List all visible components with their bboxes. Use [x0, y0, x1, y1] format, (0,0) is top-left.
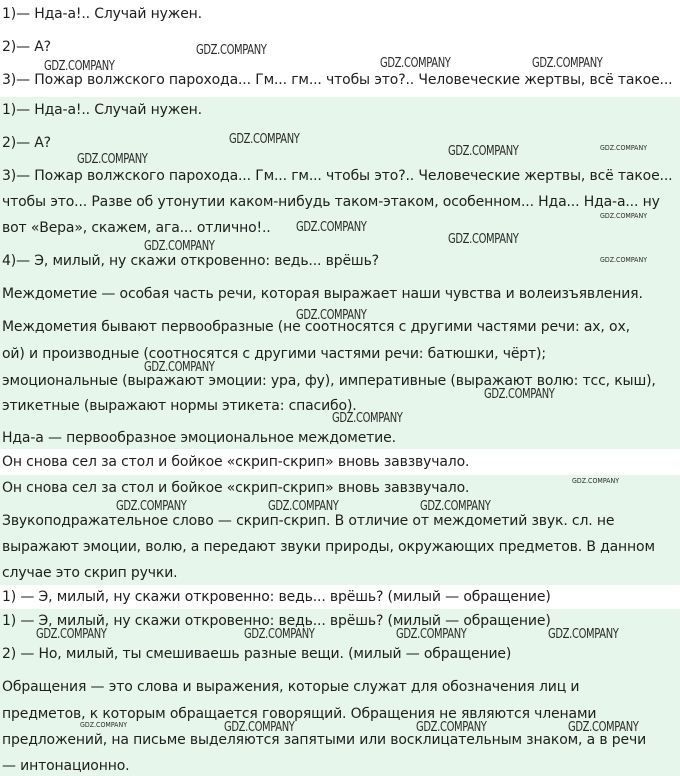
watermark: GDZ.COMPANY — [396, 627, 467, 642]
question-line: 1) — Э, милый, ну скажи откровенно: ведь... врёшь? (милый — обращение) — [2, 589, 551, 605]
definition-line: эмоциональные (выражают эмоции: ура, фу), императивные (выражают волю: тсс, кыш), — [2, 373, 656, 389]
conclusion-line: Нда-а — первообразное эмоциональное междометие. — [2, 430, 396, 446]
watermark: GDZ.COMPANY — [116, 499, 187, 514]
answer-line: чтобы это... Разве об утонутии каком-нибудь таком-этаком, особенном... Нда... Нда-а... ну — [2, 194, 660, 210]
answer-line: Звукоподражательное слово — скрип-скрип. В отличие от междометий звук. сл. не — [2, 513, 615, 529]
watermark: GDZ.COMPANY — [296, 308, 367, 323]
definition-line: предложений, на письме выделяются запятыми или восклицательным знаком, а в речи — [2, 732, 647, 748]
question-line-3: 3)— Пожар волжского парохода... Гм... гм... чтобы это?.. Человеческие жертвы, всё такое... — [2, 72, 673, 88]
answer-line: выражают эмоции, волю, а передают звуки природы, окружающих предметов. В данном — [2, 539, 655, 555]
watermark: GDZ.COMPANY — [548, 627, 619, 642]
answer-line: 4)— Э, милый, ну скажи откровенно: ведь... врёшь? — [2, 253, 379, 269]
watermark: GDZ.COMPANY — [224, 720, 295, 735]
answer-line: 2) — Но, милый, ты смешиваешь разные вещи. (милый — обращение) — [2, 646, 512, 662]
watermark: GDZ.COMPANY — [77, 152, 148, 167]
watermark: GDZ.COMPANY — [380, 56, 451, 71]
answer-line: 2)— А? — [2, 135, 51, 151]
watermark: GDZ.COMPANY — [572, 477, 620, 485]
definition-line: Междометие — особая часть речи, которая выражает наши чувства и волеизъявления. — [2, 286, 643, 302]
watermark: GDZ.COMPANY — [268, 499, 339, 514]
watermark: GDZ.COMPANY — [600, 256, 648, 264]
definition-line: Междометия бывают первообразные (не соотносятся с другими частями речи: ах, ох, — [2, 319, 630, 335]
watermark: GDZ.COMPANY — [448, 232, 519, 247]
watermark: GDZ.COMPANY — [600, 144, 648, 152]
answer-line: 1) — Э, милый, ну скажи откровенно: ведь... врёшь? (милый — обращение) — [2, 613, 551, 629]
watermark: GDZ.COMPANY — [420, 499, 491, 514]
watermark: GDZ.COMPANY — [80, 721, 128, 729]
watermark: GDZ.COMPANY — [144, 239, 215, 254]
answer-line: Он снова сел за стол и бойкое «скрип-скрип» вновь завзвучало. — [2, 480, 470, 496]
watermark: GDZ.COMPANY — [568, 720, 639, 735]
watermark: GDZ.COMPANY — [532, 56, 603, 71]
question-line-2: 2)— А? — [2, 39, 51, 55]
answer-line: вот «Вера», скажем, ага... отлично!.. — [2, 220, 271, 236]
definition-line: — интонационно. — [2, 758, 130, 774]
watermark: GDZ.COMPANY — [296, 220, 367, 235]
watermark: GDZ.COMPANY — [229, 132, 300, 147]
watermark: GDZ.COMPANY — [332, 411, 403, 426]
watermark: GDZ.COMPANY — [144, 360, 215, 375]
watermark: GDZ.COMPANY — [600, 212, 648, 220]
watermark: GDZ.COMPANY — [484, 387, 555, 402]
watermark: GDZ.COMPANY — [36, 627, 107, 642]
watermark: GDZ.COMPANY — [448, 144, 519, 159]
watermark: GDZ.COMPANY — [44, 59, 115, 74]
definition-line: ой) и производные (соотносятся с другими частями речи: батюшки, чёрт); — [2, 346, 546, 362]
answer-line: 3)— Пожар волжского парохода... Гм... гм... чтобы это?.. Человеческие жертвы, всё такое... — [2, 168, 673, 184]
question-line-1: 1)— Нда-а!.. Случай нужен. — [2, 6, 202, 22]
definition-line: предметов, к которым обращается говорящий. Обращения не являются членами — [2, 706, 597, 722]
watermark: GDZ.COMPANY — [416, 720, 487, 735]
answer-line: 1)— Нда-а!.. Случай нужен. — [2, 102, 202, 118]
watermark: GDZ.COMPANY — [244, 627, 315, 642]
answer-line: случае это скрип ручки. — [2, 565, 178, 581]
definition-line: этикетные (выражают нормы этикета: спасибо). — [2, 398, 357, 414]
question-line: Он снова сел за стол и бойкое «скрип-скрип» вновь завзвучало. — [2, 454, 470, 470]
definition-line: Обращения — это слова и выражения, которые служат для обозначения лиц и — [2, 679, 580, 695]
watermark: GDZ.COMPANY — [196, 43, 267, 58]
